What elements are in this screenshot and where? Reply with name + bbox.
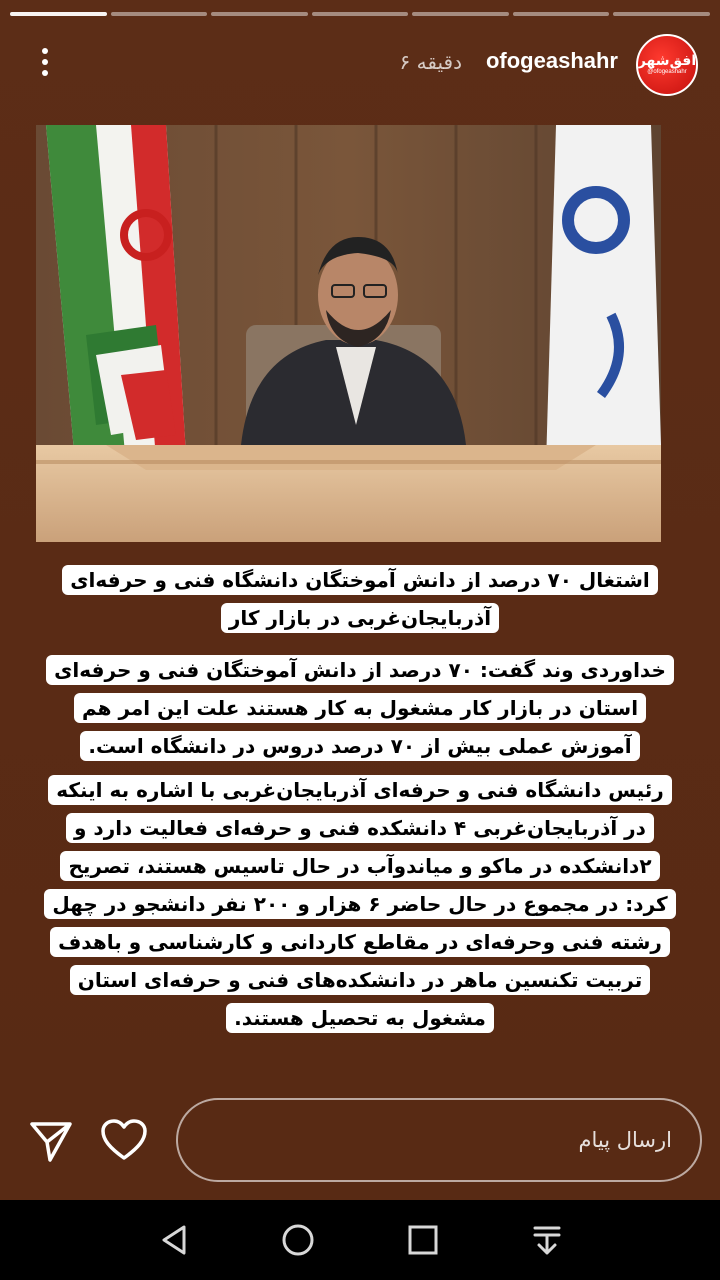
story-header — [0, 34, 720, 94]
progress-segment — [111, 12, 208, 16]
progress-segment — [613, 12, 710, 16]
headline-text: اشتغال ۷۰ درصد از دانش آموختگان دانشگاه فنی و حرفه‌ای آذربایجان‌غربی در بازار کار — [62, 565, 658, 633]
more-vertical-icon[interactable] — [30, 42, 60, 82]
story-photo — [36, 125, 661, 542]
progress-segment — [211, 12, 308, 16]
android-nav-bar — [0, 1200, 720, 1280]
progress-segment — [10, 12, 107, 16]
download-arrow-icon[interactable] — [529, 1222, 565, 1258]
post-time: ۶ دقیقه — [399, 50, 462, 74]
reply-message-input[interactable] — [176, 1098, 702, 1182]
square-recents-icon[interactable] — [405, 1222, 441, 1258]
avatar-logo-text: افق‌شهر — [637, 53, 697, 69]
headline-caption — [40, 562, 680, 638]
progress-segment — [312, 12, 409, 16]
progress-segment — [412, 12, 509, 16]
progress-segment — [513, 12, 610, 16]
avatar[interactable] — [636, 34, 698, 96]
circle-home-icon[interactable] — [280, 1222, 316, 1258]
paragraph-caption-1 — [40, 652, 680, 766]
heart-icon[interactable] — [100, 1118, 148, 1162]
username[interactable]: ofogeashahr — [485, 48, 618, 73]
triangle-back-icon[interactable] — [156, 1222, 192, 1258]
paragraph-text-1: خداوردی وند گفت: ۷۰ درصد از دانش آموختگان فنی و حرفه‌ای استان در بازار کار مشغول به کار هستند علت این امر هم آموزش عملی بیش از ۷۰ درصد دروس در دانشگاه است. — [46, 655, 674, 761]
paragraph-caption-2 — [40, 772, 680, 1038]
avatar-handle: @ofogeashahr — [647, 69, 687, 75]
paragraph-text-2: رئیس دانشگاه فنی و حرفه‌ای آذربایجان‌غربی با اشاره به اینکه در آذربایجان‌غربی ۴ دانشکده فنی و حرفه‌ای فعالیت دارد و ۲دانشکده در ماکو و میاندوآب در حال تاسیس هستند، تصریح کرد: در مجموع در حال حاضر ۶ هزار و ۲۰۰ نفر دانشجو در چهل رشته فنی وحرفه‌ای در مقاطع کاردانی و کارشناسی و باهدف تربیت تکنسین ماهر در دانشکده‌های فنی و حرفه‌ای استان مشغول به تحصیل هستند. — [44, 775, 675, 1033]
story-footer — [0, 1090, 720, 1190]
paper-plane-icon[interactable] — [28, 1118, 74, 1164]
story-progress-bar — [10, 12, 710, 16]
